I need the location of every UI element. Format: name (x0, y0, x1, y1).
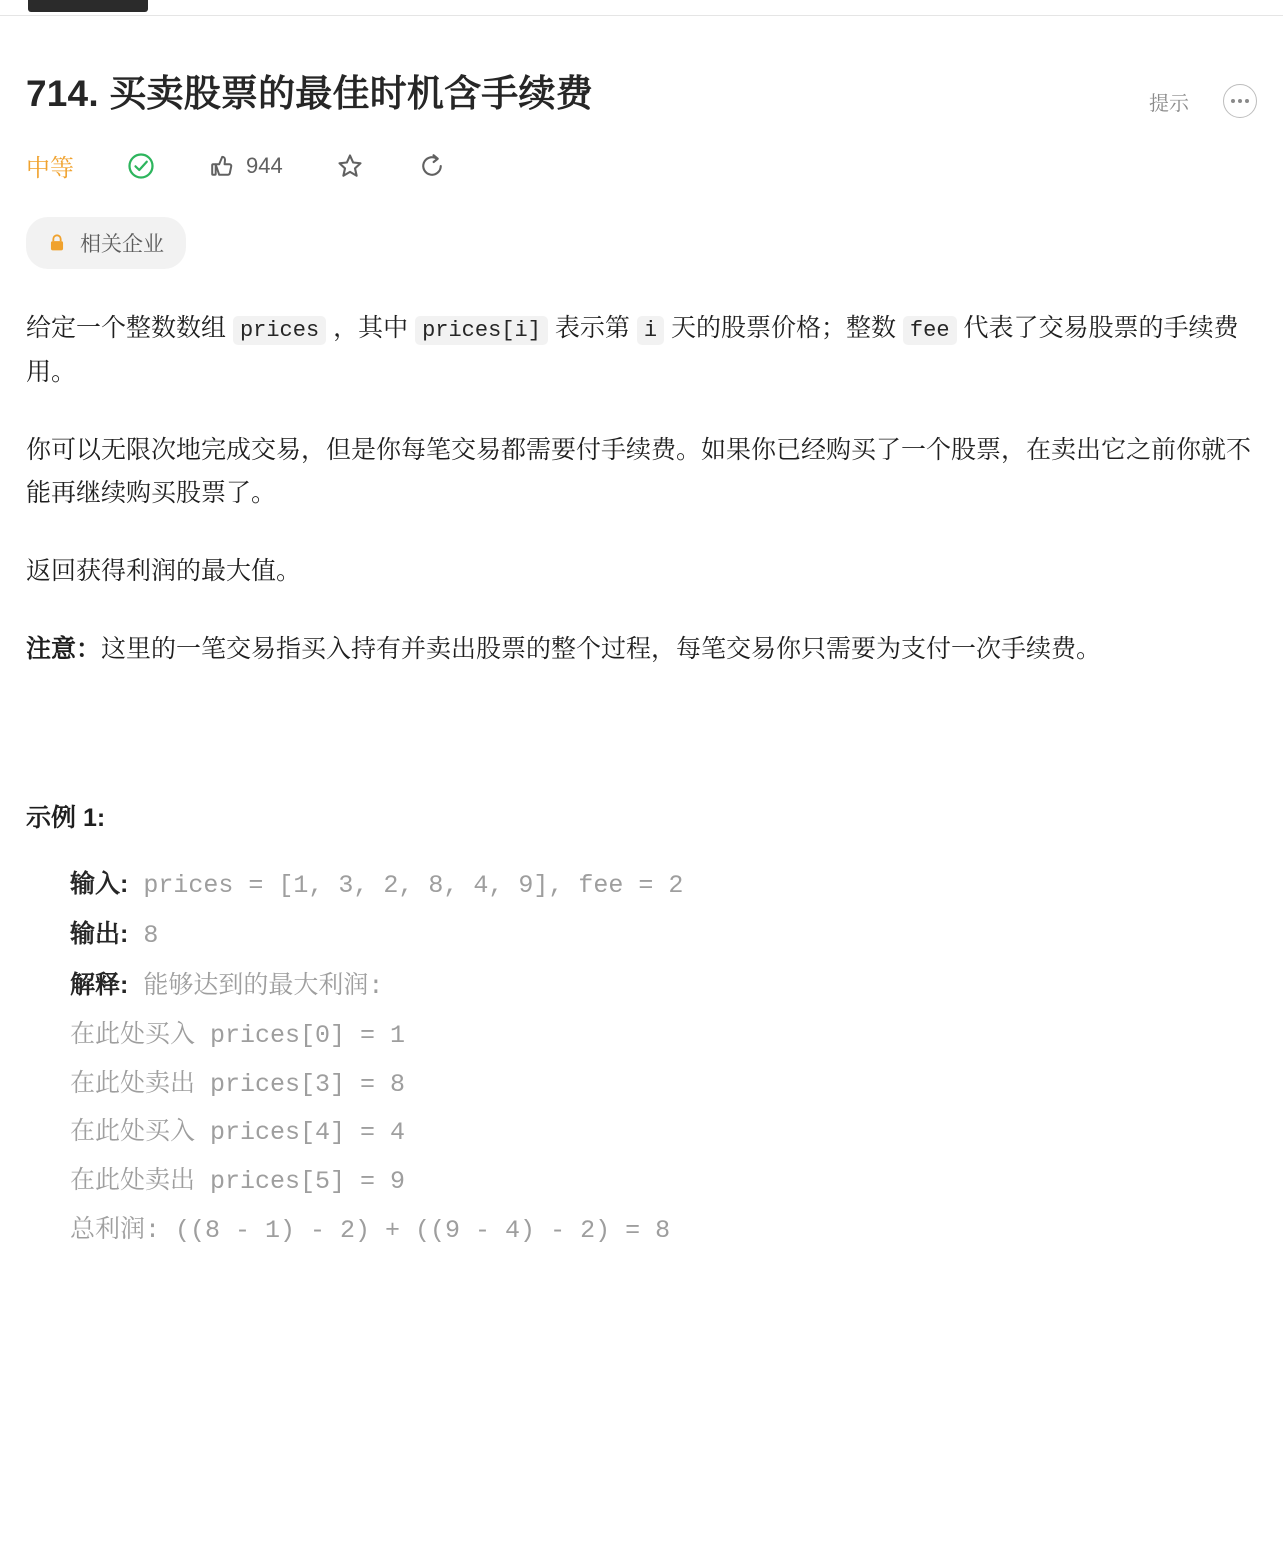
related-companies-label: 相关企业 (80, 233, 164, 256)
example-1-block (26, 860, 1257, 1256)
description-paragraph-2: 你可以无限次地完成交易，但是你每笔交易都需要付手续费。如果你已经购买了一个股票，在卖出它之前你就不能再继续购买股票了。 (26, 435, 1252, 508)
example-output-value: 8 (128, 921, 159, 951)
example-line: 在此处卖出 prices[3] = 8 (70, 1069, 406, 1099)
example-explain-label: 解释: (70, 971, 129, 999)
difficulty-badge: 中等 (26, 155, 74, 182)
example-input-label: 输入: (70, 869, 129, 898)
code-prices-i: prices[i] (415, 316, 548, 345)
thumbs-up-icon (208, 152, 236, 180)
solved-status (126, 151, 156, 181)
star-icon (335, 151, 365, 181)
title-row (26, 72, 1257, 118)
desc-text: 给定一个整数数组 (26, 314, 233, 342)
example-line: 总利润: ((8 - 1) - 2) + ((9 - 4) - 2) = 8 (70, 1215, 671, 1245)
code-prices: prices (233, 316, 326, 345)
note-label: 注意： (26, 634, 102, 663)
meta-row (26, 148, 1257, 183)
related-companies-tag[interactable] (26, 217, 186, 269)
problem-description (26, 307, 1257, 672)
more-horizontal-icon[interactable] (1223, 84, 1257, 118)
description-paragraph-1 (26, 307, 1257, 395)
share-button[interactable] (417, 151, 447, 181)
description-note (26, 628, 1257, 672)
share-icon (417, 151, 447, 181)
title-actions (1149, 72, 1257, 118)
like-count: 944 (246, 152, 283, 178)
example-line: 在此处买入 prices[4] = 4 (70, 1118, 406, 1148)
example-output-label: 输出: (70, 920, 129, 949)
desc-text: 代表了交易股票的手续费用。 (26, 314, 1239, 386)
desc-text: ，其中 (326, 314, 416, 342)
example-explain-value: 能够达到的最大利润: (128, 972, 384, 1001)
example-1-title: 示例 1: (26, 803, 106, 832)
code-i: i (637, 316, 664, 345)
like-button[interactable] (208, 152, 283, 180)
hint-link[interactable]: 提示 (1149, 92, 1189, 115)
example-line: 在此处买入 prices[0] = 1 (70, 1020, 406, 1050)
section-spacer (26, 706, 1257, 798)
desc-text: 天的股票价格；整数 (664, 314, 903, 342)
example-line: 在此处卖出 prices[5] = 9 (70, 1167, 406, 1196)
example-input-value: prices = [1, 3, 2, 8, 4, 9], fee = 2 (128, 870, 684, 900)
description-paragraph-3: 返回获得利润的最大值。 (26, 557, 302, 585)
favorite-button[interactable] (335, 151, 365, 181)
problem-page (0, 72, 1283, 1256)
lock-icon (46, 232, 68, 254)
browser-tab[interactable] (28, 0, 148, 12)
note-text: 这里的一笔交易指买入持有并卖出股票的整个过程，每笔交易你只需要为支付一次手续费。 (101, 634, 1102, 663)
code-fee: fee (903, 316, 957, 345)
browser-tab-strip (0, 0, 1283, 16)
page-title: 714. 买卖股票的最佳时机含手续费 (26, 73, 593, 114)
desc-text: 表示第 (547, 314, 637, 342)
check-circle-icon (126, 151, 156, 181)
